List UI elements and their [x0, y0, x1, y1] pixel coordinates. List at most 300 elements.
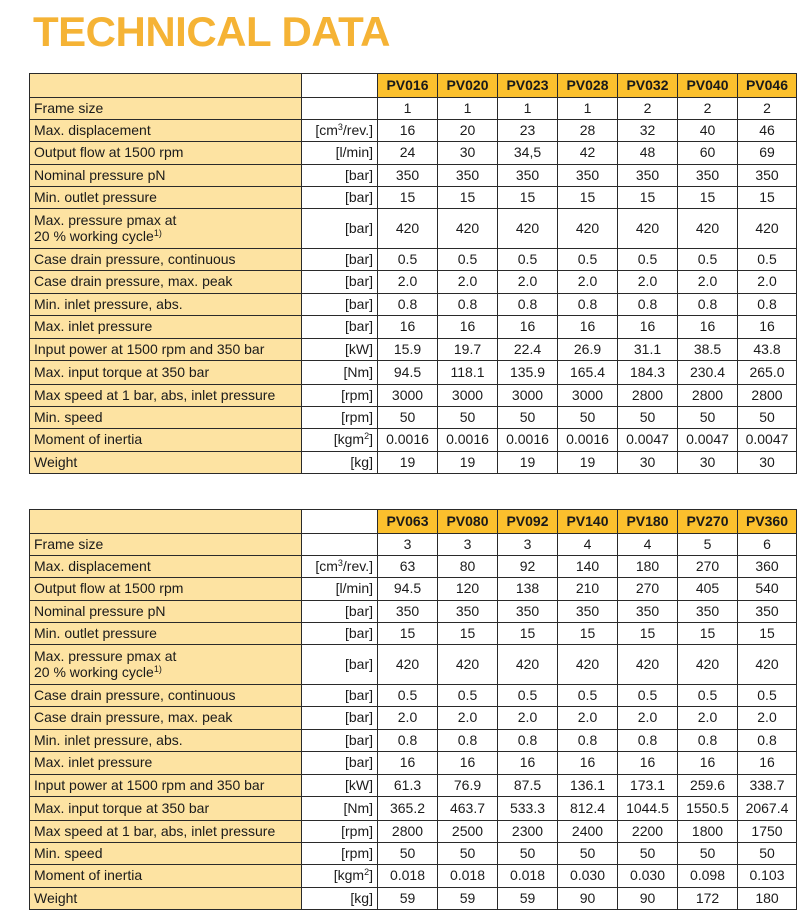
- value-cell: 32: [618, 120, 678, 142]
- table-row: [30, 187, 797, 209]
- value-cell: 59: [438, 888, 498, 910]
- value-cell: 69: [738, 142, 797, 165]
- row-label: [30, 271, 302, 294]
- row-label: [30, 407, 302, 429]
- value-cell: 19: [438, 452, 498, 474]
- value-cell: 50: [378, 843, 438, 865]
- value-cell: 0.8: [378, 730, 438, 752]
- value-cell: 16: [438, 752, 498, 775]
- row-label-text: Max speed at 1 bar, abs, inlet pressure: [34, 386, 276, 403]
- row-label: [30, 623, 302, 645]
- row-label-text: Min. speed: [34, 844, 103, 861]
- value-cell: 3000: [558, 385, 618, 407]
- row-label-text: Weight: [34, 889, 78, 906]
- value-cell: 40: [678, 120, 738, 142]
- row-unit: [302, 685, 378, 707]
- value-cell: 2.0: [738, 707, 797, 730]
- value-cell: 15: [618, 623, 678, 645]
- value-cell: 3000: [438, 385, 498, 407]
- unit-text: [kg]: [350, 453, 373, 470]
- value-cell: 270: [678, 556, 738, 578]
- unit-text: [bar]: [344, 731, 373, 748]
- value-cell: 26.9: [558, 339, 618, 361]
- row-label-text: Max. displacement: [34, 557, 151, 574]
- value-cell: 90: [618, 888, 678, 910]
- value-cell: 4: [558, 534, 618, 556]
- value-cell: 0.8: [558, 294, 618, 316]
- value-cell: 16: [558, 316, 618, 339]
- row-label-text: Min. speed: [34, 408, 103, 425]
- row-label: [30, 339, 302, 361]
- model-header: PV180: [618, 510, 678, 534]
- value-cell: 350: [378, 601, 438, 623]
- value-cell: 350: [738, 601, 797, 623]
- value-cell: 0.8: [618, 730, 678, 752]
- row-unit: [302, 294, 378, 316]
- value-cell: 46: [738, 120, 797, 142]
- value-cell: 22.4: [498, 339, 558, 361]
- row-label-text: Moment of inertia: [34, 431, 143, 448]
- row-unit: [302, 165, 378, 187]
- value-cell: 420: [558, 645, 618, 685]
- value-cell: 230.4: [678, 361, 738, 385]
- row-label: [30, 797, 302, 821]
- value-cell: 2800: [678, 385, 738, 407]
- value-cell: 2.0: [378, 271, 438, 294]
- row-unit: [302, 888, 378, 910]
- value-cell: 1: [558, 98, 618, 120]
- row-label: [30, 645, 302, 685]
- row-label: [30, 578, 302, 601]
- row-label-text: Moment of inertia: [34, 867, 143, 884]
- value-cell: 138: [498, 578, 558, 601]
- table-row: [30, 821, 797, 843]
- value-cell: 2800: [378, 821, 438, 843]
- unit-text: [bar]: [344, 188, 373, 205]
- value-cell: 2: [738, 98, 797, 120]
- row-unit: [302, 271, 378, 294]
- value-cell: 0.5: [438, 249, 498, 271]
- row-unit: [302, 187, 378, 209]
- table-row: [30, 429, 797, 452]
- value-cell: 0.0047: [678, 429, 738, 452]
- row-unit: [302, 601, 378, 623]
- value-cell: 94.5: [378, 578, 438, 601]
- value-cell: 3000: [498, 385, 558, 407]
- value-cell: 0.8: [498, 730, 558, 752]
- unit-text: [bar]: [344, 754, 373, 771]
- value-cell: 15: [678, 623, 738, 645]
- value-cell: 59: [378, 888, 438, 910]
- row-label-text: Min. outlet pressure: [34, 624, 157, 641]
- header-row: [30, 74, 797, 98]
- value-cell: 30: [678, 452, 738, 474]
- value-cell: 0.018: [438, 865, 498, 888]
- header-blank-cell: [30, 74, 302, 98]
- table-row: [30, 623, 797, 645]
- unit-text: [kgm: [333, 431, 365, 448]
- value-cell: 0.018: [498, 865, 558, 888]
- row-label: [30, 98, 302, 120]
- value-cell: 420: [618, 209, 678, 249]
- value-cell: 173.1: [618, 775, 678, 797]
- row-unit: [302, 797, 378, 821]
- value-cell: 420: [678, 209, 738, 249]
- table-row: [30, 645, 797, 685]
- header-row: [30, 510, 797, 534]
- value-cell: 0.098: [678, 865, 738, 888]
- value-cell: 2: [618, 98, 678, 120]
- row-label-text: Input power at 1500 rpm and 350 bar: [34, 340, 265, 357]
- table-row: [30, 165, 797, 187]
- value-cell: 2500: [438, 821, 498, 843]
- row-label: [30, 361, 302, 385]
- unit-text: [cm: [315, 121, 338, 138]
- value-cell: 15: [498, 187, 558, 209]
- value-cell: 0.8: [678, 730, 738, 752]
- row-label: [30, 556, 302, 578]
- value-cell: 0.5: [678, 249, 738, 271]
- value-cell: 0.0016: [378, 429, 438, 452]
- value-cell: 15: [558, 623, 618, 645]
- row-label-text-line2: 20 % working cycle: [34, 227, 154, 244]
- row-unit: [302, 407, 378, 429]
- unit-text: [rpm]: [341, 844, 373, 861]
- value-cell: 165.4: [558, 361, 618, 385]
- value-cell: 5: [678, 534, 738, 556]
- row-label-text: Case drain pressure, max. peak: [34, 273, 233, 290]
- value-cell: 16: [678, 316, 738, 339]
- row-unit: [302, 209, 378, 249]
- row-label-text: Output flow at 1500 rpm: [34, 144, 184, 161]
- value-cell: 90: [558, 888, 618, 910]
- value-cell: 270: [618, 578, 678, 601]
- value-cell: 3: [438, 534, 498, 556]
- value-cell: 0.030: [558, 865, 618, 888]
- value-cell: 0.5: [618, 249, 678, 271]
- value-cell: 0.8: [498, 294, 558, 316]
- value-cell: 16: [738, 752, 797, 775]
- value-cell: 0.0047: [618, 429, 678, 452]
- model-header: PV028: [558, 74, 618, 98]
- value-cell: 2800: [738, 385, 797, 407]
- value-cell: 19: [378, 452, 438, 474]
- value-cell: 420: [498, 645, 558, 685]
- value-cell: 350: [738, 165, 797, 187]
- table-row: [30, 385, 797, 407]
- value-cell: 61.3: [378, 775, 438, 797]
- value-cell: 420: [618, 645, 678, 685]
- table-row: [30, 407, 797, 429]
- header-unit-blank-cell: [302, 74, 378, 98]
- value-cell: 812.4: [558, 797, 618, 821]
- value-cell: 16: [618, 752, 678, 775]
- value-cell: 1750: [738, 821, 797, 843]
- row-label-text: Min. inlet pressure, abs.: [34, 731, 183, 748]
- unit-text: [rpm]: [341, 408, 373, 425]
- value-cell: 6: [738, 534, 797, 556]
- value-cell: 2067.4: [738, 797, 797, 821]
- unit-superscript: 2: [364, 431, 370, 442]
- value-cell: 3000: [378, 385, 438, 407]
- row-label-text: Max speed at 1 bar, abs, inlet pressure: [34, 822, 276, 839]
- value-cell: 15: [738, 623, 797, 645]
- row-label: [30, 865, 302, 888]
- footnote-marker: 1): [153, 227, 162, 238]
- row-label: [30, 165, 302, 187]
- value-cell: 16: [738, 316, 797, 339]
- value-cell: 2.0: [438, 271, 498, 294]
- model-header: PV080: [438, 510, 498, 534]
- value-cell: 50: [678, 843, 738, 865]
- value-cell: 350: [438, 165, 498, 187]
- value-cell: 30: [438, 142, 498, 165]
- value-cell: 2.0: [378, 707, 438, 730]
- value-cell: 1044.5: [618, 797, 678, 821]
- value-cell: 420: [678, 645, 738, 685]
- value-cell: 76.9: [438, 775, 498, 797]
- value-cell: 420: [738, 209, 797, 249]
- value-cell: 2: [678, 98, 738, 120]
- model-header: PV016: [378, 74, 438, 98]
- row-unit: [302, 534, 378, 556]
- value-cell: 80: [438, 556, 498, 578]
- value-cell: 420: [378, 209, 438, 249]
- table-row: [30, 843, 797, 865]
- model-header: PV360: [738, 510, 797, 534]
- value-cell: 0.8: [618, 294, 678, 316]
- value-cell: 2.0: [618, 271, 678, 294]
- value-cell: 0.0016: [438, 429, 498, 452]
- unit-text: [bar]: [344, 624, 373, 641]
- value-cell: 48: [618, 142, 678, 165]
- value-cell: 0.5: [678, 685, 738, 707]
- value-cell: 1: [498, 98, 558, 120]
- table-row: [30, 601, 797, 623]
- value-cell: 0.5: [378, 685, 438, 707]
- unit-text-suffix: ]: [369, 867, 373, 884]
- value-cell: 16: [378, 316, 438, 339]
- row-label: [30, 120, 302, 142]
- value-cell: 0.5: [438, 685, 498, 707]
- row-unit: [302, 452, 378, 474]
- row-label-text: Case drain pressure, continuous: [34, 686, 236, 703]
- row-unit: [302, 843, 378, 865]
- row-label: [30, 752, 302, 775]
- value-cell: 24: [378, 142, 438, 165]
- model-header: PV270: [678, 510, 738, 534]
- value-cell: 0.5: [558, 685, 618, 707]
- unit-text: [Nm]: [343, 363, 373, 380]
- value-cell: 350: [618, 601, 678, 623]
- row-unit: [302, 316, 378, 339]
- header-blank-cell: [30, 510, 302, 534]
- value-cell: 180: [738, 888, 797, 910]
- unit-text: [bar]: [344, 166, 373, 183]
- row-unit: [302, 578, 378, 601]
- row-label-text: Nominal pressure pN: [34, 602, 166, 619]
- row-label: [30, 249, 302, 271]
- value-cell: 15: [498, 623, 558, 645]
- unit-text: [bar]: [344, 273, 373, 290]
- table-row: [30, 120, 797, 142]
- value-cell: 50: [738, 407, 797, 429]
- value-cell: 2.0: [498, 707, 558, 730]
- table-row: [30, 865, 797, 888]
- value-cell: 463.7: [438, 797, 498, 821]
- unit-superscript: 2: [364, 867, 370, 878]
- table-row: [30, 294, 797, 316]
- model-header: PV046: [738, 74, 797, 98]
- row-label: [30, 294, 302, 316]
- value-cell: 420: [498, 209, 558, 249]
- value-cell: 16: [558, 752, 618, 775]
- value-cell: 0.5: [498, 249, 558, 271]
- row-label-text: Max. input torque at 350 bar: [34, 799, 210, 816]
- value-cell: 50: [498, 407, 558, 429]
- row-label: [30, 385, 302, 407]
- value-cell: 42: [558, 142, 618, 165]
- value-cell: 30: [618, 452, 678, 474]
- value-cell: 30: [738, 452, 797, 474]
- table-row: [30, 452, 797, 474]
- value-cell: 2.0: [558, 707, 618, 730]
- header-unit-blank-cell: [302, 510, 378, 534]
- row-label-text: Max. input torque at 350 bar: [34, 363, 210, 380]
- unit-text: [rpm]: [341, 386, 373, 403]
- unit-text: [kgm: [333, 867, 365, 884]
- value-cell: 118.1: [438, 361, 498, 385]
- model-header: PV063: [378, 510, 438, 534]
- value-cell: 265.0: [738, 361, 797, 385]
- value-cell: 2.0: [738, 271, 797, 294]
- row-label: [30, 209, 302, 249]
- table-row: [30, 209, 797, 249]
- table-row: [30, 730, 797, 752]
- value-cell: 420: [438, 645, 498, 685]
- value-cell: 1: [438, 98, 498, 120]
- unit-text: [kW]: [345, 776, 373, 793]
- row-unit: [302, 385, 378, 407]
- row-unit: [302, 821, 378, 843]
- row-label-text: Min. outlet pressure: [34, 188, 157, 205]
- value-cell: 15: [738, 187, 797, 209]
- value-cell: 0.8: [378, 294, 438, 316]
- value-cell: 533.3: [498, 797, 558, 821]
- value-cell: 0.103: [738, 865, 797, 888]
- unit-text: [rpm]: [341, 822, 373, 839]
- unit-text-suffix: /rev.]: [342, 557, 373, 574]
- value-cell: 28: [558, 120, 618, 142]
- unit-text-suffix: ]: [369, 431, 373, 448]
- row-label: [30, 534, 302, 556]
- row-label: [30, 888, 302, 910]
- value-cell: 23: [498, 120, 558, 142]
- value-cell: 350: [678, 601, 738, 623]
- page-title: TECHNICAL DATA: [33, 8, 390, 55]
- value-cell: 59: [498, 888, 558, 910]
- value-cell: 350: [678, 165, 738, 187]
- value-cell: 50: [558, 407, 618, 429]
- table-row: [30, 361, 797, 385]
- row-label-text: Frame size: [34, 535, 104, 552]
- value-cell: 2400: [558, 821, 618, 843]
- value-cell: 350: [618, 165, 678, 187]
- value-cell: 2800: [618, 385, 678, 407]
- unit-text: [bar]: [344, 219, 373, 236]
- table-row: [30, 316, 797, 339]
- value-cell: 16: [378, 752, 438, 775]
- value-cell: 50: [618, 407, 678, 429]
- value-cell: 16: [678, 752, 738, 775]
- table-row: [30, 339, 797, 361]
- value-cell: 50: [498, 843, 558, 865]
- value-cell: 16: [498, 316, 558, 339]
- value-cell: 50: [618, 843, 678, 865]
- row-label-text: Min. inlet pressure, abs.: [34, 295, 183, 312]
- value-cell: 0.8: [738, 730, 797, 752]
- table-row: [30, 142, 797, 165]
- table-row: [30, 271, 797, 294]
- row-label-text: Max. pressure pmax at: [34, 212, 177, 229]
- unit-text: [bar]: [344, 709, 373, 726]
- table-row: [30, 249, 797, 271]
- value-cell: 15: [678, 187, 738, 209]
- value-cell: 34,5: [498, 142, 558, 165]
- value-cell: 0.8: [438, 294, 498, 316]
- value-cell: 92: [498, 556, 558, 578]
- unit-text: [bar]: [344, 295, 373, 312]
- row-label-text: Weight: [34, 453, 78, 470]
- value-cell: 15: [438, 623, 498, 645]
- row-label: [30, 187, 302, 209]
- value-cell: 2.0: [498, 271, 558, 294]
- table-row: [30, 775, 797, 797]
- value-cell: 15.9: [378, 339, 438, 361]
- row-label-text: Input power at 1500 rpm and 350 bar: [34, 776, 265, 793]
- row-unit: [302, 707, 378, 730]
- value-cell: 1800: [678, 821, 738, 843]
- value-cell: 0.018: [378, 865, 438, 888]
- row-label-text: Case drain pressure, continuous: [34, 250, 236, 267]
- technical-data-table-1: [29, 73, 797, 474]
- footnote-marker: 1): [153, 663, 162, 674]
- row-unit: [302, 730, 378, 752]
- value-cell: 15: [378, 623, 438, 645]
- table-row: [30, 556, 797, 578]
- technical-data-table-2: [29, 509, 797, 910]
- value-cell: 184.3: [618, 361, 678, 385]
- unit-text: [cm: [315, 557, 338, 574]
- row-label: [30, 316, 302, 339]
- row-label: [30, 843, 302, 865]
- value-cell: 3: [378, 534, 438, 556]
- row-label-text: Nominal pressure pN: [34, 166, 166, 183]
- value-cell: 19: [558, 452, 618, 474]
- unit-text: [bar]: [344, 602, 373, 619]
- row-label-text: Frame size: [34, 99, 104, 116]
- model-header: PV023: [498, 74, 558, 98]
- row-unit: [302, 752, 378, 775]
- row-unit: [302, 361, 378, 385]
- row-label-text: Max. inlet pressure: [34, 754, 153, 771]
- row-label: [30, 601, 302, 623]
- value-cell: 2.0: [678, 707, 738, 730]
- row-label-text: Max. displacement: [34, 121, 151, 138]
- value-cell: 365.2: [378, 797, 438, 821]
- value-cell: 50: [678, 407, 738, 429]
- value-cell: 50: [738, 843, 797, 865]
